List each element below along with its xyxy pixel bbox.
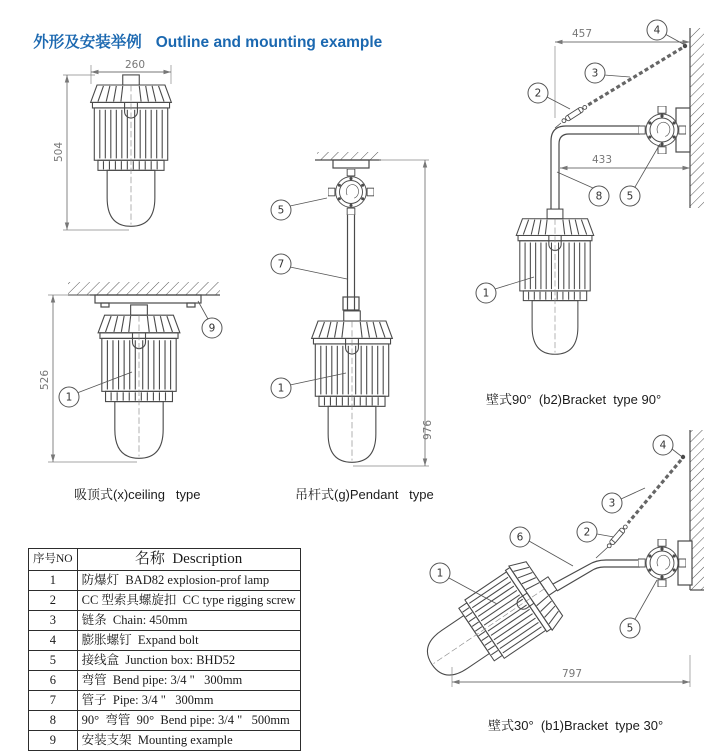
lamp-front-view	[312, 311, 393, 462]
row-no: 7	[29, 691, 78, 711]
caption-bracket-30: 壁式30° (b1)Bracket type 30°	[488, 718, 664, 733]
dim-top-label: 457	[571, 28, 593, 40]
caption-bracket-90: 壁式90° (b2)Bracket type 90°	[486, 392, 662, 407]
drawing-ceiling-type	[40, 272, 230, 479]
table-row	[29, 611, 301, 631]
svg-text:1: 1	[436, 567, 444, 580]
svg-text:5: 5	[626, 622, 634, 635]
dim-width-label: 260	[124, 59, 146, 71]
table-row	[29, 591, 301, 611]
mounting-bracket	[95, 295, 201, 307]
wall-hatch	[690, 28, 704, 208]
svg-text:5: 5	[626, 190, 634, 203]
parts-table	[28, 548, 301, 751]
expand-bolt	[681, 455, 685, 459]
table-row	[29, 631, 301, 651]
row-desc: CC 型索具螺旋扣 CC type rigging screw	[77, 591, 300, 611]
drawing-outline	[55, 56, 205, 248]
svg-text:3: 3	[591, 67, 599, 80]
table-row	[29, 571, 301, 591]
junction-box	[328, 169, 374, 215]
row-desc: 弯管 Bend pipe: 3/4 " 300mm	[77, 671, 300, 691]
row-desc: 安装支架 Mounting example	[77, 731, 300, 751]
row-no: 1	[29, 571, 78, 591]
row-no: 8	[29, 711, 78, 731]
bend-pipe	[553, 560, 640, 591]
ceiling-hatch	[317, 152, 379, 160]
svg-text:7: 7	[277, 258, 285, 271]
lamp-front-view	[516, 209, 593, 354]
table-row	[29, 651, 301, 671]
table-row	[29, 731, 301, 751]
table-header-row	[29, 549, 301, 571]
drawing-bracket-30	[420, 425, 712, 712]
row-no: 2	[29, 591, 78, 611]
dim-height-label: 526	[39, 369, 51, 391]
row-no: 5	[29, 651, 78, 671]
svg-text:5: 5	[277, 204, 285, 217]
row-desc: 90° 弯管 90° Bend pipe: 3/4 " 500mm	[77, 711, 300, 731]
row-no: 6	[29, 671, 78, 691]
chain	[628, 460, 681, 523]
svg-text:1: 1	[65, 391, 73, 404]
row-no: 4	[29, 631, 78, 651]
table-row	[29, 691, 301, 711]
page-title-cn: 外形及安装举例	[33, 34, 142, 51]
svg-text:8: 8	[595, 190, 603, 203]
svg-text:2: 2	[534, 87, 542, 100]
table-row	[29, 671, 301, 691]
row-no: 3	[29, 611, 78, 631]
svg-text:3: 3	[608, 497, 616, 510]
dim-height-label: 504	[53, 141, 65, 163]
svg-text:1: 1	[482, 287, 490, 300]
dim-mid-label: 433	[591, 154, 613, 166]
row-desc: 链条 Chain: 450mm	[77, 611, 300, 631]
row-desc: 接线盒 Junction box: BHD52	[77, 651, 300, 671]
header-no: 序号NO	[29, 549, 78, 571]
caption-pendant-type: 吊杆式(g)Pendant type	[295, 487, 434, 502]
header-description: 名称 Description	[77, 549, 300, 571]
lamp-front-view	[91, 75, 172, 226]
svg-text:6: 6	[516, 531, 524, 544]
row-desc: 膨胀螺钉 Expand bolt	[77, 631, 300, 651]
page-title-en: Outline and mounting example	[155, 34, 383, 51]
dim-bottom-label: 797	[561, 668, 583, 680]
rigging-screw	[561, 104, 588, 124]
lamp-front-view	[98, 305, 180, 458]
svg-text:4: 4	[659, 439, 667, 452]
svg-text:4: 4	[653, 24, 661, 37]
pendant-pipe	[343, 215, 359, 310]
svg-text:1: 1	[277, 382, 285, 395]
drawing-pendant-type	[253, 148, 448, 480]
row-desc: 防爆灯 BAD82 explosion-prof lamp	[77, 571, 300, 591]
drawing-bracket-90	[470, 20, 712, 382]
svg-text:9: 9	[208, 322, 216, 335]
table-row	[29, 711, 301, 731]
row-desc: 管子 Pipe: 3/4 " 300mm	[77, 691, 300, 711]
ceiling-hatch	[68, 282, 220, 295]
dim-height-label: 976	[422, 419, 434, 441]
svg-text:2: 2	[583, 526, 591, 539]
row-no: 9	[29, 731, 78, 751]
caption-ceiling-type: 吸顶式(x)ceiling type	[74, 487, 201, 502]
